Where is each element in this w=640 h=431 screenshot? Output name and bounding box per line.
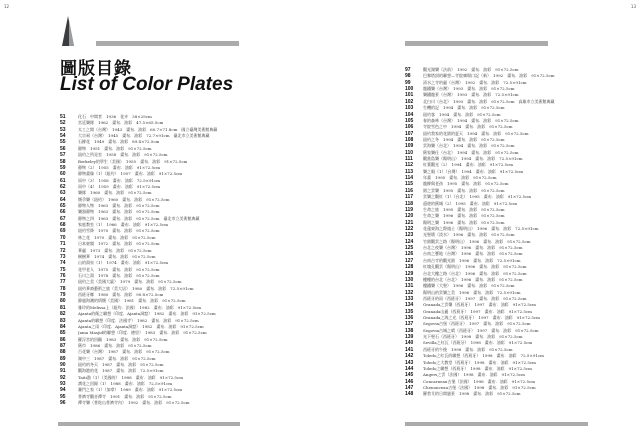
plate-caption: Sevilla之紅瓦（西班牙） 1998 畫布．油彩 91×72.5cm xyxy=(423,340,533,346)
plate-number: 109 xyxy=(405,143,414,150)
plate-number: 94 xyxy=(60,387,66,394)
plate-caption: 雲樂之觀紅（1）（台北） 1995 畫布．油彩 91×72.5cm xyxy=(423,194,532,200)
plate-caption: Berkeley的學生（美國） 1955 畫布．油彩 91×72.5cm xyxy=(78,158,188,164)
plate-caption: 北白川（台北） 1993 畫布．油彩 91×72.5cm 高雄市立美術館典藏 xyxy=(423,98,555,104)
plate-caption: 龍鐵樂（台灣） 1993 畫布．油彩 91×72.5cm xyxy=(423,86,515,92)
plate-caption: 紐約的冬天 1987 畫布．油彩 91×72.5cm xyxy=(78,362,164,368)
plate-caption: 山的湯泉（1） 1974 畫布．油彩 91×72.5cm xyxy=(78,260,169,266)
plate-caption: 台北之夜樂（台灣） 1996 畫布．油彩 91×72.5cm xyxy=(423,245,523,251)
list-item xyxy=(405,391,589,397)
plate-caption: 潤花之回歸（1） 1988 畫布．油彩 72.5×91cm xyxy=(78,381,173,387)
plate-number: 140 xyxy=(405,340,414,347)
plate-caption: 光聖壇（淡水） 1996 畫布．油彩 91×72.5cm xyxy=(423,232,515,238)
plate-number: 98 xyxy=(405,73,411,80)
plate-caption: 羅勃艾的日間風景 1998 畫布．油彩 91×72.5cm xyxy=(423,391,521,397)
plate-caption: 宮廷樂隊 1962 畫布．油彩 47.5×65.5cm xyxy=(78,120,164,126)
plate-caption: 華麗 1973 畫布．油彩 91×72.5cm xyxy=(78,247,152,253)
plate-caption: 日本東閣 1972 畫布．油彩 91×72.5cm xyxy=(78,241,160,247)
plate-number: 145 xyxy=(405,372,414,379)
plate-caption: Granada之雲樂（西班牙） 1997 畫布．油彩 91×72.5cm xyxy=(423,302,536,308)
plate-caption: 園之雲樂 1995 畫布．油彩 91×72.5cm xyxy=(423,187,505,193)
plate-caption: Segovia古城之晴（西班牙） 1997 畫布．油彩 91×72.5cm xyxy=(423,327,539,333)
plate-caption: 百花樂（台灣） 1987 畫布．油彩 91×72.5cm xyxy=(78,349,170,355)
plate-caption: 台南古寺的觀光園 1996 畫布．油彩 72.5×91cm xyxy=(423,257,521,263)
plate-caption: 樓鐵樂（大聖） 1996 畫布．油彩 91×72.5cm xyxy=(423,283,515,289)
plate-number: 102 xyxy=(405,98,414,105)
plate-caption: 紐約雪降 1970 畫布．油彩 91×72.5cm xyxy=(78,228,160,234)
plate-number: 146 xyxy=(405,378,414,385)
plate-number: 52 xyxy=(60,120,66,127)
plate-caption: 樓樓的台北（台北） 1996 畫布．油彩 91×72.5cm xyxy=(423,276,523,282)
plate-caption: 西班牙鄉 1980 畫布．油彩 90.8×72.5cm xyxy=(78,292,164,298)
plate-caption: 紐約我家的花園的夏天 1994 畫布．油彩 91×72.5cm xyxy=(423,130,529,136)
title-english: List of Color Plates xyxy=(60,74,234,95)
plate-number: 122 xyxy=(405,225,414,232)
title-chinese: 圖版目錄 xyxy=(60,59,132,79)
plate-caption: 大宗祠（台灣） 1945 畫布．油彩 72.7×91cm 臺北市立美術館典藏 xyxy=(78,133,210,139)
plate-number: 72 xyxy=(60,247,66,254)
plate-number: 137 xyxy=(405,321,414,328)
plate-number: 134 xyxy=(405,302,414,309)
plate-number: 69 xyxy=(60,228,66,235)
plate-caption: Taiti漁（1）（美國的） 1988 畫布．油彩 91×72.5cm xyxy=(78,374,184,380)
plate-number: 148 xyxy=(405,391,414,398)
plate-caption: 雨中（3） 1958 畫布．油彩 72.5×91cm xyxy=(78,177,161,183)
plate-number: 63 xyxy=(60,190,66,197)
plate-caption: 紐約之美（美國大廈） 1979 畫布．油彩 91×72.5cm xyxy=(78,279,182,285)
plate-number: 106 xyxy=(405,124,414,131)
plate-caption: 巴黎塔頂的聯想—寺院廣場口記（新） 1992 畫布．油彩 91×72.5cm xyxy=(423,73,555,79)
plate-caption: 樂鐵龍景（台灣） 1993 畫布．油彩 72.5×91cm xyxy=(423,92,519,98)
plate-number: 113 xyxy=(405,168,414,175)
plate-caption: Concarneau古堡（法國） 1998 畫布．油彩 91×72.5cm xyxy=(423,378,536,384)
plate-number: 79 xyxy=(60,292,66,299)
plate-caption: 紐約之所見室 1958 畫布．油彩 91×72.5cm xyxy=(78,152,168,158)
plate-number: 105 xyxy=(405,117,414,124)
plate-caption: Ajanta的聯想（印度．法國寺） 1982 畫布．油彩 91×72.5cm xyxy=(78,317,199,323)
plate-caption: 寺院雪色之中 1994 畫布．油彩 91×72.5cm xyxy=(423,124,513,130)
plate-caption: 西班牙的午後 1998 畫布．油彩 91×72.5cm xyxy=(423,346,513,352)
plate-caption: 樂之眼（1）（台灣） 1994 畫布．油彩 91×72.5cm xyxy=(423,168,524,174)
plate-number: 127 xyxy=(405,257,414,264)
plate-caption: 觀海港的花 1987 畫布．油彩 72.5×91cm xyxy=(78,368,164,374)
plate-number: 76 xyxy=(60,272,66,279)
plate-number: 82 xyxy=(60,311,66,318)
plate-number: 53 xyxy=(60,126,66,133)
plate-number: 60 xyxy=(60,171,66,178)
plate-number: 68 xyxy=(60,222,66,229)
plate-caption: 生命之樂 1996 畫布．油彩 91×72.5cm xyxy=(423,213,505,219)
plate-number: 118 xyxy=(405,200,414,207)
plate-number: 119 xyxy=(405,206,414,213)
plate-caption: 紅葉觀光（2） 1994 畫布．油彩 91×72.5cm xyxy=(423,162,514,168)
plate-number: 99 xyxy=(405,79,411,86)
plate-number: 112 xyxy=(405,162,414,169)
plate-caption: 靜風海潮的情懷（美國） 1981 畫布．油彩 91×72.5cm xyxy=(78,298,186,304)
plate-number: 136 xyxy=(405,315,414,322)
plate-caption: 紐約客 1994 畫布．油彩 91×72.5cm xyxy=(423,111,501,117)
plate-caption: 靜物人物 1963 畫布．油彩 91×72.5cm xyxy=(78,203,160,209)
plate-number: 87 xyxy=(60,342,66,349)
plate-caption: 家庭教室（1） 1966 畫布．油彩 91×72.5cm xyxy=(78,222,169,228)
plate-number: 130 xyxy=(405,276,414,283)
plate-number: 91 xyxy=(60,368,66,375)
plate-caption: 生命之旅 1995 畫布．油彩 91×72.5cm xyxy=(423,206,505,212)
plate-number: 61 xyxy=(60,177,66,184)
plate-caption: Toledo之大教堂（西班牙） 1998 畫布．油彩 91×72.5cm xyxy=(423,359,536,365)
plate-caption: 清水之寺的麗（台灣） 1992 畫布．油彩 72.5×91cm xyxy=(423,79,527,85)
plate-number: 116 xyxy=(405,187,414,194)
plate-number: 123 xyxy=(405,232,414,239)
plate-number: 90 xyxy=(60,362,66,369)
left-plate-list xyxy=(60,114,242,407)
plate-number: 111 xyxy=(405,156,413,163)
plate-caption: 年畫 1995 畫布．油彩 91×72.5cm xyxy=(423,175,497,181)
plate-caption: 樂器靜物 1963 畫布．油彩 91×72.5cm xyxy=(78,209,160,215)
plate-caption: Ajanta之雨（印度．Ajanta洞窟） 1982 畫布．油彩 91×72.5cm xyxy=(78,323,204,329)
plate-number: 97 xyxy=(405,67,411,73)
triangle-shade-icon xyxy=(69,20,74,46)
plate-caption: 林之花 1970 畫布．油彩 91×72.5cm xyxy=(78,234,156,240)
plate-caption: 台南之寶地（台灣） 1996 畫布．油彩 91×72.5cm xyxy=(423,251,523,257)
plate-caption: 靜物（2） 1955 畫布．油彩 91×72.5cm xyxy=(78,164,161,170)
plate-caption: 普濟寺觀音禪寺 1991 畫布．油彩 91×72.5cm xyxy=(78,393,172,399)
plate-number: 110 xyxy=(405,149,414,156)
right-plate-list xyxy=(405,67,589,398)
plate-caption: 台北大樓之路（台北） 1996 畫布．油彩 91×72.5cm xyxy=(423,270,527,276)
plate-number: 71 xyxy=(60,241,66,248)
plate-number: 139 xyxy=(405,334,414,341)
plate-number: 108 xyxy=(405,136,414,143)
plate-caption: 羅浮宮的回顧 1983 畫布．油彩 91×72.5cm xyxy=(78,336,168,342)
plate-number: 132 xyxy=(405,289,414,296)
plate-caption: 竹園觀雲之路（陽明山） 1996 畫布．油彩 91×72.5cm xyxy=(423,238,531,244)
plate-caption: Ajanta的衛之聯想（印度．Ajanta洞窟） 1982 畫布．油彩 91×72.5cm xyxy=(78,311,216,317)
plate-number: 83 xyxy=(60,317,66,324)
plate-number: 103 xyxy=(405,105,414,112)
plate-caption: 舊家樂仕（台北） 1994 畫布．油彩 91×72.5cm xyxy=(423,149,519,155)
plate-number: 74 xyxy=(60,260,66,267)
plate-number: 147 xyxy=(405,384,414,391)
plate-number: 78 xyxy=(60,285,66,292)
plate-number: 56 xyxy=(60,145,66,152)
plate-number: 95 xyxy=(60,393,66,400)
plate-caption: 太工之間（台灣） 1943 畫布．油彩 60.7×71.8cm 國立臺灣美術館典藏 xyxy=(78,126,218,132)
plate-number: 133 xyxy=(405,295,414,302)
plate-caption: 舊市 1986 畫布．油彩 91×72.5cm xyxy=(78,342,152,348)
plate-number: 75 xyxy=(60,266,66,273)
plate-number: 80 xyxy=(60,298,66,305)
plate-number: 100 xyxy=(405,86,414,93)
right-page-number: 13 xyxy=(630,4,636,9)
plate-caption: 龍柳與老孩 1995 畫布．油彩 91×72.5cm xyxy=(423,181,509,187)
plate-caption: 懷孕樂（紐約） 1960 畫布．油彩 91×72.5cm xyxy=(78,196,170,202)
plate-caption: 石川之湯 1978 畫布．油彩 91×72.5cm xyxy=(78,272,160,278)
plate-caption: 陽明山的雲樂之美 1996 畫布．油彩 72.5×91cm xyxy=(423,289,521,295)
plate-number: 67 xyxy=(60,215,66,222)
plate-number: 54 xyxy=(60,133,66,140)
plate-number: 115 xyxy=(405,181,414,188)
plate-number: 114 xyxy=(405,175,414,182)
plate-number: 96 xyxy=(60,400,66,407)
plate-number: 58 xyxy=(60,158,66,165)
plate-number: 142 xyxy=(405,353,414,360)
plate-number: 81 xyxy=(60,304,66,311)
plate-caption: 花甲老人 1975 畫布．油彩 91×72.5cm xyxy=(78,266,160,272)
plate-caption: 花蓮東海之際遇士（陽明山） 1996 畫布．油彩 72.5×91cm xyxy=(423,225,539,231)
plate-caption: Toledo之紅瓦的聯想（西班牙） 1998 畫布．油彩 72.5×91cm xyxy=(423,353,544,359)
plate-number: 138 xyxy=(405,327,414,334)
plate-caption: 雅玲的Melissa上（紐約．法國） 1982 畫布．油彩 91×72.5cm xyxy=(78,304,202,310)
plate-number: 120 xyxy=(405,213,414,220)
plate-caption: 陽明之樂 1996 畫布．油彩 91×72.5cm xyxy=(423,219,505,225)
plate-number: 62 xyxy=(60,183,66,190)
plate-number: 92 xyxy=(60,374,66,381)
header-bar-right xyxy=(405,41,548,46)
plate-number: 84 xyxy=(60,323,66,330)
plate-number: 51 xyxy=(60,114,66,120)
plate-caption: 紅塊孔觀雲（陽明山） 1996 畫布．油彩 91×72.5cm xyxy=(423,264,527,270)
plate-number: 93 xyxy=(60,381,66,388)
plate-number: 65 xyxy=(60,203,66,210)
plate-number: 59 xyxy=(60,164,66,171)
plate-number: 89 xyxy=(60,355,66,362)
plate-number: 126 xyxy=(405,251,414,258)
plate-caption: Toledo之聯想（西班牙） 1998 畫布．油彩 91×72.5cm xyxy=(423,365,532,371)
plate-caption: 湖中三 1987 畫布．油彩 91×72.5cm xyxy=(78,355,156,361)
plate-number: 125 xyxy=(405,245,414,252)
plate-number: 129 xyxy=(405,270,414,277)
plate-caption: 樂隊 1960 畫布．油彩 91×72.5cm xyxy=(78,190,152,196)
plate-number: 88 xyxy=(60,349,66,356)
plate-number: 144 xyxy=(405,365,414,372)
plate-caption: Angers之雲（法國） 1998 畫布．油彩 91×72.5cm xyxy=(423,372,525,378)
plate-number: 77 xyxy=(60,279,66,286)
plate-number: 104 xyxy=(405,111,414,118)
plate-caption: 光下聖石（西班牙） 1998 畫布．油彩 91×72.5cm xyxy=(423,334,523,340)
plate-number: 73 xyxy=(60,253,66,260)
plate-caption: 紐約之冬 1994 畫布．油彩 91×72.5cm xyxy=(423,136,505,142)
plate-caption: Granada之海之光（西班牙） 1997 畫布．油彩 91×72.5cm xyxy=(423,315,540,321)
plate-caption: 賽門之家（1）（加拿） 1989 畫布．油彩 91×72.5cm xyxy=(78,387,183,393)
plate-number: 117 xyxy=(405,194,414,201)
plate-caption: 西班牙的雨（西班牙） 1997 畫布．油彩 91×72.5cm xyxy=(423,295,527,301)
plate-number: 141 xyxy=(405,346,414,353)
plate-number: 64 xyxy=(60,196,66,203)
plate-number: 135 xyxy=(405,308,414,315)
plate-number: 107 xyxy=(405,130,414,137)
plate-caption: 靜物之四 1963 畫布．油彩 91×72.5cm 臺北市立美術館典藏 xyxy=(78,215,200,221)
plate-caption: 生機的記 1994 畫布．油彩 91×72.5cm xyxy=(423,105,505,111)
plate-caption: 禪寺樂（普陀山普濟寺內） 1992 畫布．油彩 91×72.5cm xyxy=(78,400,190,406)
plate-number: 131 xyxy=(405,283,414,290)
plate-caption: 春的森林（台灣） 1994 畫布．油彩 91×72.5cm xyxy=(423,117,519,123)
plate-caption: 石柳花 1949 畫布．油彩 89.4×72.5cm xyxy=(78,139,160,145)
plate-caption: 觀賞島樂（陽明山） 1994 畫布．油彩 72.5×91cm xyxy=(423,156,523,162)
plate-number: 57 xyxy=(60,152,66,159)
plate-caption: Granada山麗（西班牙） 1997 畫布．油彩 91×72.5cm xyxy=(423,308,532,314)
plate-number: 143 xyxy=(405,359,414,366)
plate-number: 70 xyxy=(60,234,66,241)
plate-caption: 紐約華裔藝術之旅（美大居） 1980 畫布．油彩 72.5×91cm xyxy=(78,285,194,291)
plate-number: 85 xyxy=(60,330,66,337)
footer-bar-right xyxy=(405,422,588,426)
plate-caption: 觀光湖樂（法前） 1992 畫布．油彩 91×72.5cm xyxy=(423,67,519,72)
plate-number: 101 xyxy=(405,92,414,99)
plate-caption: 靜物 1951 畫布．油彩 91×72.5cm xyxy=(78,145,152,151)
plate-number: 121 xyxy=(405,219,414,226)
plate-caption: 雲海樂（台北） 1994 畫布．油彩 91×72.5cm xyxy=(423,143,515,149)
plate-caption: Jama Masjid的聯想（印度．德里） 1983 畫布．油彩 91×72.5cm xyxy=(78,330,207,336)
plate-caption: 化石 中間者 1936 花卉 38×29cm xyxy=(78,114,152,119)
footer-bar-left xyxy=(58,422,240,426)
plate-caption: 還遊的舊城（2） 1995 畫布．油彩 91×72.5cm xyxy=(423,200,518,206)
plate-caption: 靜物畫像（1）（紐約） 1957 畫布．油彩 91×72.5cm xyxy=(78,171,183,177)
plate-number: 86 xyxy=(60,336,66,343)
plate-caption: Segovia古堡（西班牙） 1997 畫布．油彩 91×72.5cm xyxy=(423,321,531,327)
plate-number: 66 xyxy=(60,209,66,216)
header-bar-left xyxy=(96,41,239,46)
plate-number: 55 xyxy=(60,139,66,146)
left-page-number: 12 xyxy=(4,4,10,9)
plate-caption: 樹樹華 1974 畫布．油彩 91×72.5cm xyxy=(78,253,156,259)
plate-number: 124 xyxy=(405,238,414,245)
list-item xyxy=(60,400,242,406)
plate-caption: Chenonceau古堡（法國） 1998 畫布．油彩 91×72.5cm xyxy=(423,384,536,390)
plate-caption: 雨中（4） 1959 畫布．油彩 91×72.5cm xyxy=(78,183,161,189)
plate-number: 128 xyxy=(405,264,414,271)
